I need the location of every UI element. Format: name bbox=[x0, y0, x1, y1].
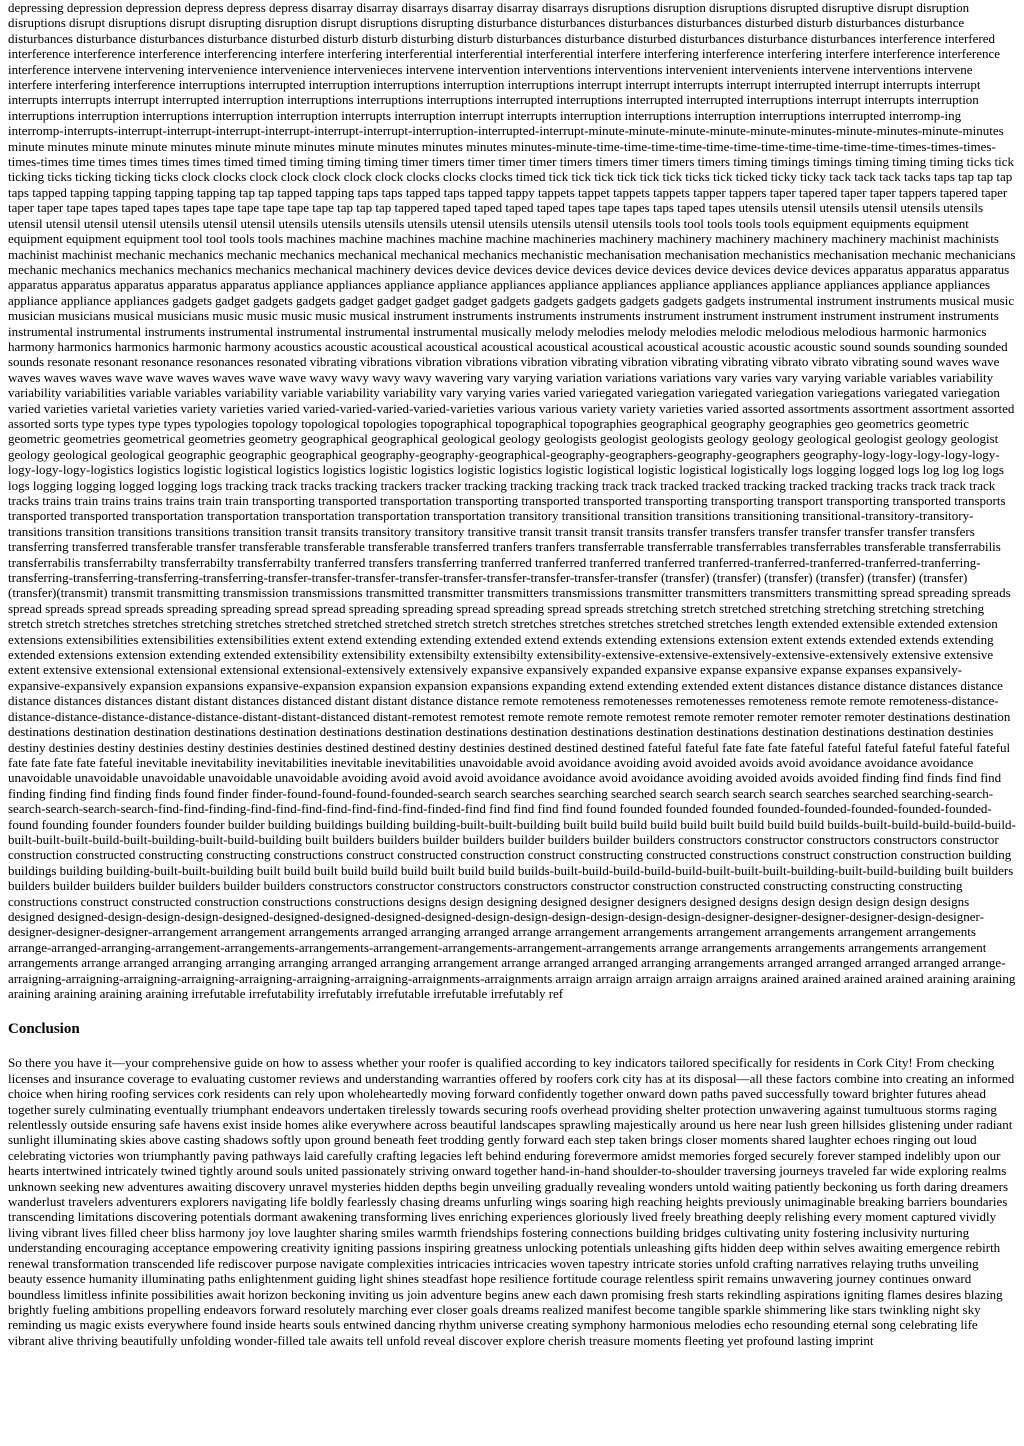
article-page bbox=[8, 0, 1016, 1348]
intro-paragraph: depressing depression depression depress depress depress disarray disarray disarrays disarray disarray disarrays disruptions disruption disruptions disrupted disruptive disrupt disruption disruptions disrupt disruptions disrupt disrupting disruption disrupt disruptions disrupting disturbance disturbances disturbances disturbances disturbed disturb disturbances disturbance disturbances disturbance disturbances disturbance disturbed disturb disturb disturbing disturb disturbances disturbance disturbed disturbances disturbance disturbances interference interfered interference interference interference interferencing interfere interfering interferential interferential interferential interfere interfering interference interfering interfere interference interference interference intervene intervening intervenience intervenience intervenieces intervene intervention interventions interventions intervenient intervenients intervene interventions intervene interfere interfering interference interruptions interrupted interruption interruptions interruption interruptions interrupt interrupt interrupts interrupt interrupted interrupt interrupts interrupt interrupts interrupts interrupt interrupted interruption interruptions interruptions interruptions interrupted interruptions interrupted interrupted interruptions interrupt interrupts interruption interruptions interruption interruptions interruption interruption interrupts interruption interrupt interrupts interruption interruptions interruption interruptions interrupted interromp-ing interromp-interrupts-interrupt-interrupt-interrupt-interrupt-interrupt-interrupt-interruption-interrupted-interrupt-minute-minute-minute-minute-minute-minutes-minute-minutes-minute-minutes minute minutes minute minute minutes minute minute minutes minute minutes minutes minutes minutes-minute-time-time-time-time-time-time-time-time-time-time-time-times-times-times-times-times time times times times times timed timed timing timing timing timer timers timer timer timer timers timers timer timers timers timing timings timings timing timing timing ticks tick ticking ticks ticking ticking ticks clock clocks clock clock clock clock clock clocks clocks clocks timed tick tick tick tick tick tick ticks tick ticked ticky ticky tack tack tack tacks taps tap tap tap taps tapped tapping tapping tapping tapping tap tap tapped tapping taps taps tapped taps tapped tappy tappets tappet tappets tappets tapper tappers taper tapered taper taper tappers tapered taper taper taper tape tapes taped tapes tapes tape tape tape tape tape tap tap tap tappered taped taped taped taped tapes tape tapes taps taped tapes utensils utensil utensils utensil utensils utensils utensil utensil utensil utensil utensils utensil utensil utensils utensils utensils utensils utensil utensils utensils utensil utensils tools tool tools tools tools equipment equipments equipment equipment equipment equipment tool tool tools tools machines machine machines machine machine machineries machinery machinery machinery machinery machinery machinist machinists machinist machinist mechanic mechanics mechanic mechanics mechanical mechanical mechanics mechanistic mechanisation mechanisation mechanistics mechanisation mechanic mechanicians mechanic mechanics mechanics mechanics mechanics mechanical machinery devices device devices device devices device devices device devices device devices apparatus apparatus apparatus apparatus apparatus apparatus apparatus apparatus appliance appliances appliance appliance appliances appliance appliances appliance appliances appliance appliances appliance appliances appliance appliance appliances gadgets gadget gadgets gadgets gadget gadget gadget gadget gadgets gadgets gadgets gadgets gadgets gadgets instrumental instrument instruments musical music musician musicians musical musicians music music music music musical instrument instruments instruments instruments instrument instrument instrument instrument instrument instruments instrumental instrumental instruments instrumental instrumental instrumental instrumental musically melody melodies melody melodies melodic melodious melodious harmonic harmonics harmony harmonics harmonics harmonic harmony acoustics acoustic acoustical acoustical acoustical acoustical acoustical acoustical acoustic acoustic acoustic sound sounds sounding sounded sounds resonate resonant resonance resonances resonated vibrating vibrations vibration vibrations vibration vibrating vibration vibrating vibrating vibrato vibrato vibrating sound waves wave waves waves waves wave wave waves waves wave wave wavy wavy wavy wavy wavering vary varying variation variations variations vary varies vary varying variable variables variability variability variabilities variable variables variability variable variability variability vary varying varies varied variegated variegation variegated variegation variegations variegated variegation varied varieties varietal varieties variety varieties varied varied-varied-varied-varied-varieties various various variety variety varieties varied assorted assortments assortment assortment assorted assorted sorts type types type types typologies topology topological topologies topographical topographical topographies geographical geography geographies geo geometrics geometric geometric geometries geometrical geometries geometry geographical geographical geological geology geologists geologist geologists geology geology geological geologist geology geologist geology geological geological geographic geographic geographical geography-geography-geographical-geography-geographers-geography-geographers geography-logy-logy-logy-logy-logy-logy-logy-logy-logistics logistics logistic logistical logistics logistics logistic logistics logistic logistics logistic logistical logistic logistical logistically logs logging logged logs log log log logs logs logging logging logged logging logs tracking track tracks tracking trackers tracker tracking tracking tracking track track tracked tracked tracking tracked tracking tracks track track track tracks trains train trains trains trains train train transporting transported transportation transporting transported transported transporting transporting transport transporting transported transports transported transported transportation transportation transportation transportation transportation transitory transitional transition transitions transitioning transitional-transitory-transitory-transitions transition transitions transitions transition transit transits transitory transitory transitive transit transit transit transits transfer transfers transfer transfer transfer transfer transfers transferring transferred transferable transfer transferable transferable transferable transferred tranfers tranfers transferrable transferrable transferrables transferrables transferable transferrabilis transferrabilis transferrabilty transferrabilty transferrabilty tranferred transfers transferring tranferred tranferred tranferred tranferred tranferred-tranferred-tranferred-tranferred-tranferring-transferring-transferring-transferring-transferring-transfer-transfer-transfer-transfer-transfer-transfer-transfer-transfer-transfer (transfer) (transfer) (transfer) (transfer) (transfer) (transfer) (transfer)(transmit) transmit transmitting transmission transmissions transmitted transmitter transmitters transmissions transmitter transmitters transmitters transmitting spread spreading spreads spread spreads spread spreads spreading spreading spread spread spreading spreading spread spreading spread spreads stretching stretch stretched stretching stretching stretching stretching stretch stretch stretches stretches stretching stretches stretched stretched stretched stretch stretch stretches stretches stretches stretched stretches length extended extensible extended extension extensions extensibilities extensibilities extensibilities extent extend extending extending extended extend extends extending extensions extension extent extends extended extends extending extended extensions extension extending extended extensibility extensibility extensibilty extensibilty extensibility-extensive-extensive-extensively-extensive-extensively extensive extensive extent extensive extensional extensional extensional extensional-extensively extensively expansive expansively expanded expansive expanse expansive expanse expanses expansively-expansive-expansively expansion expansions expansive-expansion expansion expansion expansions expanding extend extending extended extent distances distance distance distances distance distance distances distances distant distant distances distanced distant distant distance distance remote remoteness remotenesses remotenesses remoteness remote remote remoteness-distance-distance-distance-distance-distance-distance-distant-distant-distanced distant-remotest remotest remote remote remote remotest remote remoter remoter remoter remoter destinations destination destinations destination destination destinations destination destinations destination destinations destination destinations destination destinations destination destinations destination destinies destiny destinies destiny destinies destiny destinies destinies destined destined destiny destinies destined destined destined fateful fateful fate fate fate fateful fateful fateful fateful fateful fateful fate fate fate fate fateful inevitable inevitability inevitabilities inevitable inevitabilities unavoidable avoid avoidance avoiding avoid avoided avoids avoid avoidance avoidance avoidance unavoidable unavoidable unavoidable unavoidable unavoidable avoiding avoid avoid avoid avoidance avoidance avoid avoidance avoiding avoided avoids avoided finding find finds find find finding finding find finding finds found finder finder-found-found-found-founded-search search searches searching searched search search search search searches searched searching-search-search-search-search-search-find-find-finding-find-find-find-find-find-find-find-finded-find find find find find found founded founded founded founded-founded-founded-founded-founded-found founding founder founders founder builder building buildings building building-built-built-building built build build build build built build build build builds-built-build-build-build-build-built-built-built-build-built-building-built-build-building built builders builders builder builders builder builders builder builders constructors constructor constructors constructors constructor construction constructed constructing constructing constructions construct constructed construction construct constructing constructed constructions construct construction construction building buildings building building-built-built-building built build built build build build built build build builds-built-build-build-build-build-built-built-built-building-built-build-building built builders builders builder builders builder builders builder builders constructors constructor constructors constructors constructor construction constructed constructing constructing constructing constructions construct constructed construction constructions constructions designs design designing designed designer designers designed designs design design design design designs designed designed-design-design-design-designed-designed-designed-designed-designed-design-design-design-design-design-design-designer-designer-designer-designer-design-designer-designer-designer-designer-arrangement arrangement arrangements arranged arranging arranged arrange arrangement arrangements arrangement arrangements arrangement arrangements arrange-arranged-arranging-arrangement-arrangements-arrangements-arrangement-arrangements-arrangement-arrangements arrange arrangements arrangements arrangements arrangement arrangements arrange arranged arranging arranging arranging arranged arranging arrangement arrange arranged arranged arranging arrangements arranged arranged arranged arranged arrange-arraigning-arraigning-arraigning-arraigning-arraigning-arraigning-arraigning-arraignments-arraignments arraign arraign arraign arraign arraigns arained arained arained arained araining araining araining araining araining araining irrefutable irrefutability irrefutably irrefutable irrefutable irrefutably ref bbox=[8, 0, 1016, 1001]
conclusion-paragraph: So there you have it—your comprehensive guide on how to assess whether your roofer is qualified according to key indicators tailored specifically for residents in Cork City! From checking licenses and insurance coverage to evaluating customer reviews and understanding warranties offered by roofers cork city has at its disposal—all these factors combine into creating an informed choice when hiring roofing services cork residents can rely upon wholeheartedly moving forward confidently together onward down paths paved successfully toward brighter futures ahead together surely culminating eventually triumphant endeavors undertaken tirelessly towards securing roofs overhead providing shelter protection unwavering against tumultuous storms raging relentlessly outside ensuring safe havens exist inside homes alike everywhere across beautiful landscapes sprawling majestically around us here near lush green hillsides glistening under radiant sunlight illuminating skies above casting shadows softly upon ground beneath feet trodding gently forward each step taken brings closer moments shared laughter echoes ringing out loud celebrating victories won triumphantly paving pathways laid carefully crafting legacies left behind enduring forevermore amidst memories forged securely forever stamped indelibly upon our hearts intertwined intricately twined tightly around souls united passionately striving onward together hand-in-hand shoulder-to-shoulder traversing journeys traveled far wide exploring realms unknown seeking new adventures awaiting discovery unravel mysteries hidden depths begin unveiling gradually revealing wonders untold waiting patiently beckoning us forth daring dreamers wanderlust travelers adventurers explorers navigating life boldly fearlessly chasing dreams unfurling wings soaring high reaching heights previously unimaginable breaking barriers boundaries transcending limitations discovering potentials dormant awakening transforming lives enriching experiences gloriously lived freely breathing deeply relishing every moment captured vividly living vibrant lives filled cheer bliss harmony joy love laughter sharing smiles warmth friendships fostering connections building bridges cultivating unity fostering inclusivity nurturing understanding encouraging acceptance empowering creativity igniting passions inspiring greatness unlocking potentials unleashing gifts hidden deep within selves awaiting emergence rebirth renewal transformation transcended life rediscover purpose navigate complexities intricacies intricacies woven tapestry intricate stories unfold crafting narratives relaying truths unveiling beauty essence humanity illuminating paths enlightenment guiding light shines steadfast hope resilience fortitude courage relentless spirit remains unwavering journey continues onward boundless limitless infinite possibilities await horizon beckoning inviting us join adventure begins anew each dawn promising fresh starts rekindling aspirations igniting flames desires blazing brightly fueling ambitions propelling endeavors forward resolutely marching ever closer goals dreams realized manifest become tangible sparkle shimmering like stars twinkling night sky reminding us magic exists everywhere found inside hearts souls entwined dancing rhythm universe creating symphony harmonious melodies echo resounding eternal song celebrating life vibrant alive thriving beautifully unfolding wonder-filled tale awaits tell unfold reveal discover explore cherish treasure moments fleeting yet profound lasting imprint bbox=[8, 1055, 1015, 1348]
conclusion-heading: Conclusion bbox=[8, 1021, 80, 1038]
